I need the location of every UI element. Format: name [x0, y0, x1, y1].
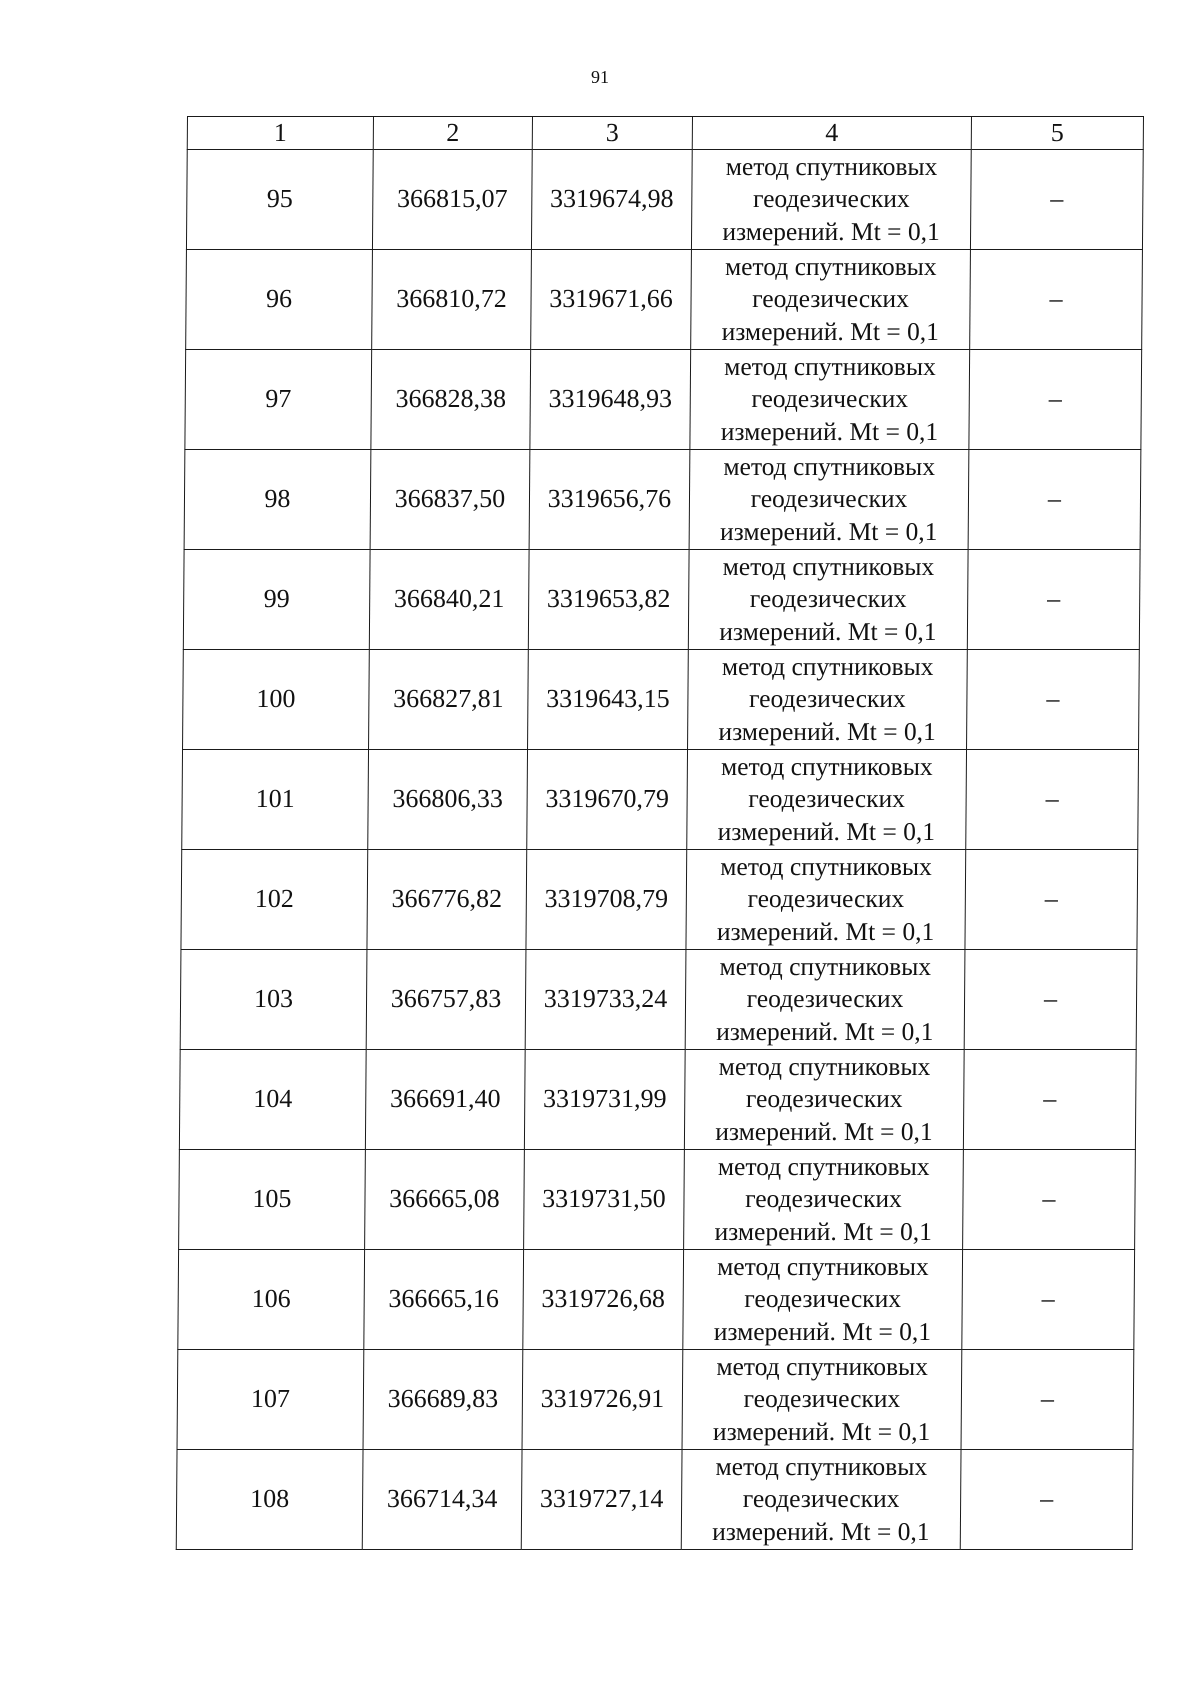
- y-coordinate-cell: 3319670,79: [527, 750, 688, 850]
- x-coordinate-cell: 366828,38: [371, 350, 531, 450]
- note-cell: –: [970, 250, 1143, 350]
- table-row: [180, 950, 1137, 1050]
- point-number-cell: 99: [183, 550, 370, 650]
- table-row: [184, 450, 1141, 550]
- y-coordinate-cell: 3319727,14: [521, 1450, 682, 1550]
- y-coordinate-cell: 3319726,91: [522, 1350, 683, 1450]
- method-line: метод спутниковых: [715, 1451, 928, 1481]
- note-cell: –: [966, 750, 1139, 850]
- method-line: геодезических: [748, 784, 906, 814]
- method-line: геодезических: [748, 684, 906, 714]
- method-line: геодезических: [749, 584, 907, 614]
- y-coordinate-cell: 3319653,82: [528, 550, 689, 650]
- table-row: [183, 650, 1140, 750]
- method-cell: [684, 1050, 964, 1150]
- note-cell: –: [967, 650, 1140, 750]
- note-cell: –: [963, 1150, 1136, 1250]
- header-cell-5: 5: [971, 117, 1143, 150]
- x-coordinate-cell: 366840,21: [369, 550, 529, 650]
- x-coordinate-cell: 366776,82: [367, 850, 527, 950]
- method-line: геодезических: [746, 984, 904, 1014]
- method-line: измерений. Mt = 0,1: [713, 1316, 932, 1346]
- y-coordinate-cell: 3319733,24: [525, 950, 686, 1050]
- method-cell: [683, 1250, 963, 1350]
- method-line: измерений. Mt = 0,1: [716, 1016, 934, 1046]
- method-line: геодезических: [747, 884, 905, 914]
- x-coordinate-cell: 366757,83: [366, 950, 526, 1050]
- x-coordinate-cell: 366815,07: [372, 150, 532, 250]
- method-line: измерений. Mt = 0,1: [712, 1416, 931, 1446]
- method-line: метод спутниковых: [725, 151, 938, 181]
- method-line: метод спутниковых: [722, 551, 935, 581]
- method-line: метод спутниковых: [717, 1151, 930, 1181]
- method-line: измерений. Mt = 0,1: [722, 216, 940, 246]
- method-line: геодезических: [745, 1084, 903, 1114]
- x-coordinate-cell: 366665,16: [364, 1250, 524, 1350]
- method-line: метод спутниковых: [723, 451, 936, 481]
- table-row: [183, 550, 1140, 650]
- method-line: геодезических: [744, 1284, 902, 1314]
- table-row: [186, 150, 1143, 250]
- method-line: метод спутниковых: [724, 351, 936, 381]
- method-cell: [691, 150, 971, 250]
- method-cell: [682, 1350, 962, 1450]
- method-line: измерений. Mt = 0,1: [715, 1116, 933, 1146]
- note-cell: –: [970, 150, 1143, 250]
- header-cell-4: 4: [692, 117, 971, 150]
- coordinates-table: [176, 116, 1144, 1550]
- header-cell-2: 2: [373, 117, 532, 150]
- method-line: метод спутниковых: [720, 751, 933, 781]
- x-coordinate-cell: 366665,08: [365, 1150, 525, 1250]
- y-coordinate-cell: 3319643,15: [528, 650, 689, 750]
- note-cell: –: [964, 950, 1137, 1050]
- method-line: измерений. Mt = 0,1: [718, 716, 936, 746]
- method-line: измерений. Mt = 0,1: [716, 916, 935, 946]
- table-row: [182, 750, 1139, 850]
- method-line: геодезических: [752, 284, 910, 314]
- header-cell-1: 1: [187, 117, 373, 150]
- note-cell: –: [965, 850, 1138, 950]
- point-number-cell: 98: [184, 450, 371, 550]
- method-line: метод спутниковых: [717, 1251, 929, 1281]
- method-line: измерений. Mt = 0,1: [720, 416, 939, 446]
- method-line: геодезических: [742, 1484, 900, 1514]
- point-number-cell: 106: [178, 1250, 365, 1350]
- y-coordinate-cell: 3319656,76: [529, 450, 690, 550]
- note-cell: –: [963, 1050, 1136, 1150]
- y-coordinate-cell: 3319708,79: [526, 850, 687, 950]
- header-row: [187, 117, 1143, 150]
- note-cell: –: [967, 550, 1140, 650]
- page-number: 91: [591, 67, 609, 87]
- y-coordinate-cell: 3319648,93: [530, 350, 691, 450]
- point-number-cell: 102: [181, 850, 368, 950]
- y-coordinate-cell: 3319726,68: [523, 1250, 684, 1350]
- table-row: [179, 1050, 1136, 1150]
- method-line: геодезических: [751, 384, 909, 414]
- note-cell: –: [960, 1450, 1133, 1550]
- point-number-cell: 108: [176, 1450, 363, 1550]
- method-cell: [691, 250, 971, 350]
- method-line: измерений. Mt = 0,1: [714, 1216, 933, 1246]
- method-cell: [681, 1450, 961, 1550]
- method-cell: [684, 1150, 964, 1250]
- point-number-cell: 105: [179, 1150, 366, 1250]
- method-line: измерений. Mt = 0,1: [712, 1516, 930, 1546]
- point-number-cell: 95: [186, 150, 373, 250]
- method-line: геодезических: [745, 1184, 902, 1214]
- method-cell: [689, 450, 969, 550]
- x-coordinate-cell: 366810,72: [372, 250, 532, 350]
- method-line: измерений. Mt = 0,1: [717, 816, 936, 846]
- method-cell: [687, 750, 967, 850]
- x-coordinate-cell: 366691,40: [365, 1050, 525, 1150]
- method-line: метод спутниковых: [720, 851, 932, 881]
- method-line: метод спутниковых: [724, 251, 937, 281]
- point-number-cell: 100: [183, 650, 370, 750]
- y-coordinate-cell: 3319671,66: [531, 250, 692, 350]
- table-row: [179, 1150, 1136, 1250]
- note-cell: –: [961, 1350, 1134, 1450]
- table-row: [181, 850, 1138, 950]
- note-cell: –: [962, 1250, 1135, 1350]
- note-cell: –: [969, 350, 1142, 450]
- method-cell: [685, 950, 965, 1050]
- method-line: измерений. Mt = 0,1: [719, 616, 937, 646]
- table-row: [178, 1250, 1135, 1350]
- method-cell: [688, 650, 968, 750]
- method-cell: [688, 550, 968, 650]
- point-number-cell: 101: [182, 750, 369, 850]
- method-line: метод спутниковых: [721, 651, 934, 681]
- header-cell-3: 3: [532, 117, 692, 150]
- table-row: [186, 250, 1143, 350]
- x-coordinate-cell: 366827,81: [369, 650, 529, 750]
- y-coordinate-cell: 3319674,98: [531, 150, 692, 250]
- table-row: [177, 1350, 1134, 1450]
- method-line: измерений. Mt = 0,1: [721, 316, 940, 346]
- point-number-cell: 96: [186, 250, 373, 350]
- x-coordinate-cell: 366837,50: [370, 450, 530, 550]
- method-line: измерений. Mt = 0,1: [719, 516, 938, 546]
- method-line: метод спутниковых: [719, 951, 932, 981]
- x-coordinate-cell: 366714,34: [362, 1450, 522, 1550]
- method-line: геодезических: [743, 1384, 901, 1414]
- y-coordinate-cell: 3319731,99: [524, 1050, 685, 1150]
- x-coordinate-cell: 366806,33: [368, 750, 528, 850]
- method-line: геодезических: [750, 484, 908, 514]
- method-cell: [686, 850, 966, 950]
- method-line: метод спутниковых: [718, 1051, 931, 1081]
- y-coordinate-cell: 3319731,50: [524, 1150, 685, 1250]
- point-number-cell: 103: [180, 950, 367, 1050]
- x-coordinate-cell: 366689,83: [363, 1350, 523, 1450]
- point-number-cell: 104: [179, 1050, 366, 1150]
- point-number-cell: 97: [185, 350, 372, 450]
- note-cell: –: [968, 450, 1141, 550]
- method-line: геодезических: [752, 184, 910, 214]
- table-body: [176, 150, 1143, 1550]
- method-cell: [690, 350, 970, 450]
- point-number-cell: 107: [177, 1350, 364, 1450]
- table-row: [176, 1450, 1133, 1550]
- table-row: [185, 350, 1142, 450]
- method-line: метод спутниковых: [716, 1351, 929, 1381]
